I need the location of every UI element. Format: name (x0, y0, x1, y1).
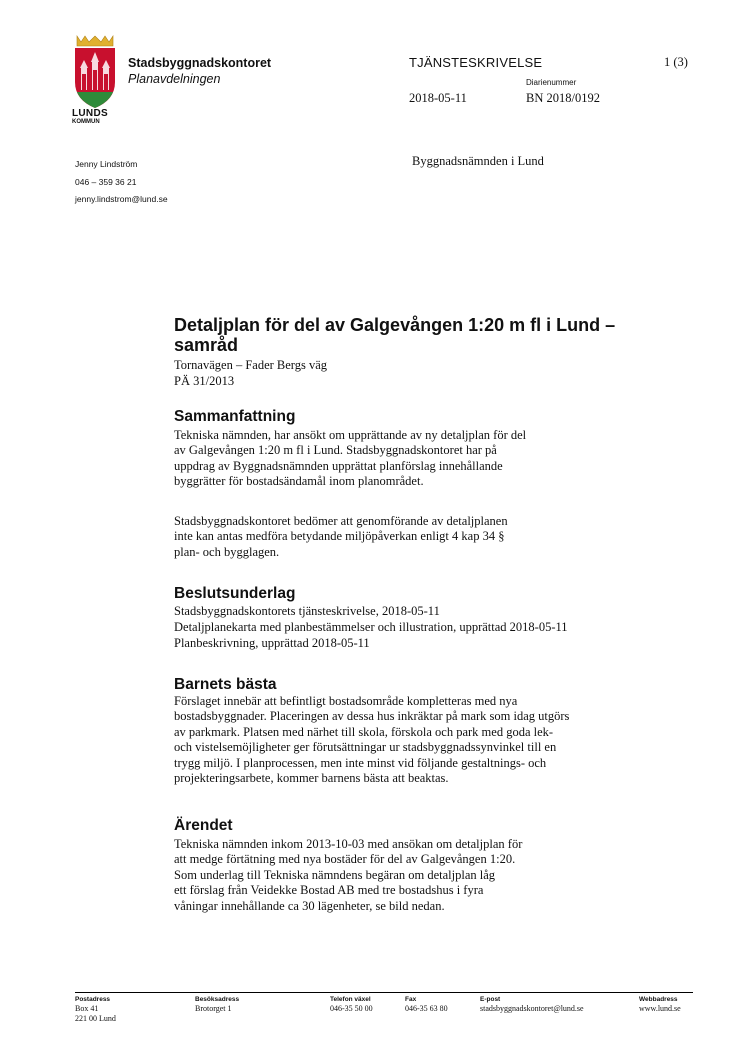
footer-fax (405, 995, 448, 1014)
footer-webb (639, 995, 681, 1014)
recipient: Byggnadsnämnden i Lund (412, 154, 544, 168)
diarienummer-value: BN 2018/0192 (526, 91, 600, 105)
children-paragraph: Förslaget innebär att befintligt bostadsområde kompletteras med nya bostadsbyggnader. Placeringen av dessa hus inkräktar på mark som idag utgörs av parkmark. Platsen med närhet till skola, förskola och park med goda lek- och vistelsemöjligheter ger förutsättningar ur stadsbyggnadssynvinkel till en trygg miljö. I planprocessen, men inte minst vid följande gestaltnings- och projekteringsarbete, kommer barnens bästa att beaktas. (174, 694, 570, 786)
basis-heading: Beslutsunderlag (174, 585, 296, 602)
document-subtitle: Tornavägen – Fader Bergs väg (174, 358, 328, 372)
summary-paragraph-1: Tekniska nämnden, har ansökt om upprättande av ny detaljplan för del av Galgevången 1:20 m fl i Lund. Stadsbyggnadskontoret har på uppdrag av Byggnadsnämnden upprättat planförslag innehållande byggrätter för bostadsändamål inom planområdet. (174, 428, 527, 489)
footer-value: 046-35 63 80 (405, 1004, 448, 1013)
page-number: 1 (3) (664, 55, 688, 69)
footer-epost (480, 995, 584, 1014)
summary-heading: Sammanfattning (174, 408, 296, 425)
sender-phone: 046 – 359 36 21 (75, 177, 137, 187)
department-name: Stadsbyggnadskontoret (128, 56, 272, 70)
footer-besoksadress (195, 995, 239, 1014)
footer-label: Telefon växel (330, 996, 371, 1003)
lunds-kommun-logo (71, 34, 119, 128)
division-name: Planavdelningen (128, 72, 221, 86)
children-heading: Barnets bästa (174, 676, 277, 693)
logo-text-lunds: LUNDS (72, 108, 108, 119)
summary-paragraph-2: Stadsbyggnadskontoret bedömer att genomförande av detaljplanen inte kan antas medföra betydande miljöpåverkan enligt 4 kap 34 § plan- och bygglagen. (174, 514, 508, 559)
footer-telefon (330, 995, 373, 1014)
diarienummer-label: Diarienummer (526, 78, 577, 87)
document-title: Detaljplan för del av Galgevången 1:20 m fl i Lund – samråd (174, 315, 616, 355)
footer-value: 046-35 50 00 (330, 1004, 373, 1013)
footer-postadress (75, 995, 116, 1024)
document-date: 2018-05-11 (409, 91, 467, 105)
footer-label: E-post (480, 996, 501, 1003)
sender-email[interactable]: jenny.lindstrom@lund.se (75, 194, 168, 204)
footer-divider (75, 992, 693, 993)
footer-label: Besöksadress (195, 996, 240, 1003)
footer-value: Brotorget 1 (195, 1004, 232, 1013)
document-reference: PÄ 31/2013 (174, 374, 235, 388)
basis-item: Stadsbyggnadskontorets tjänsteskrivelse, 2018-05-11 (174, 604, 440, 618)
matter-heading: Ärendet (174, 817, 233, 834)
matter-paragraph: Tekniska nämnden inkom 2013-10-03 med ansökan om detaljplan för att medge förtätning med nya bostäder för del av Galgevången 1:20. Som underlag till Tekniska nämndens begäran om detaljplan låg ett förslag från Veidekke Bostad AB med tre bostadshus i fyra våningar innehållande ca 30 lägenheter, se bild nedan. (174, 837, 523, 913)
footer-email-link[interactable]: stadsbyggnadskontoret@lund.se (480, 1004, 584, 1013)
sender-name: Jenny Lindström (75, 159, 138, 169)
footer-label: Webbadress (639, 996, 678, 1003)
footer-value: Box 41 221 00 Lund (75, 1004, 116, 1023)
basis-item: Planbeskrivning, upprättad 2018-05-11 (174, 636, 370, 650)
footer-label: Postadress (75, 996, 111, 1003)
footer-web-link[interactable]: www.lund.se (639, 1004, 681, 1013)
footer-label: Fax (405, 996, 417, 1003)
basis-item: Detaljplanekarta med planbestämmelser och illustration, upprättad 2018-05-11 (174, 620, 568, 634)
logo-text-kommun: KOMMUN (72, 119, 100, 125)
document-type: TJÄNSTESKRIVELSE (409, 55, 543, 70)
